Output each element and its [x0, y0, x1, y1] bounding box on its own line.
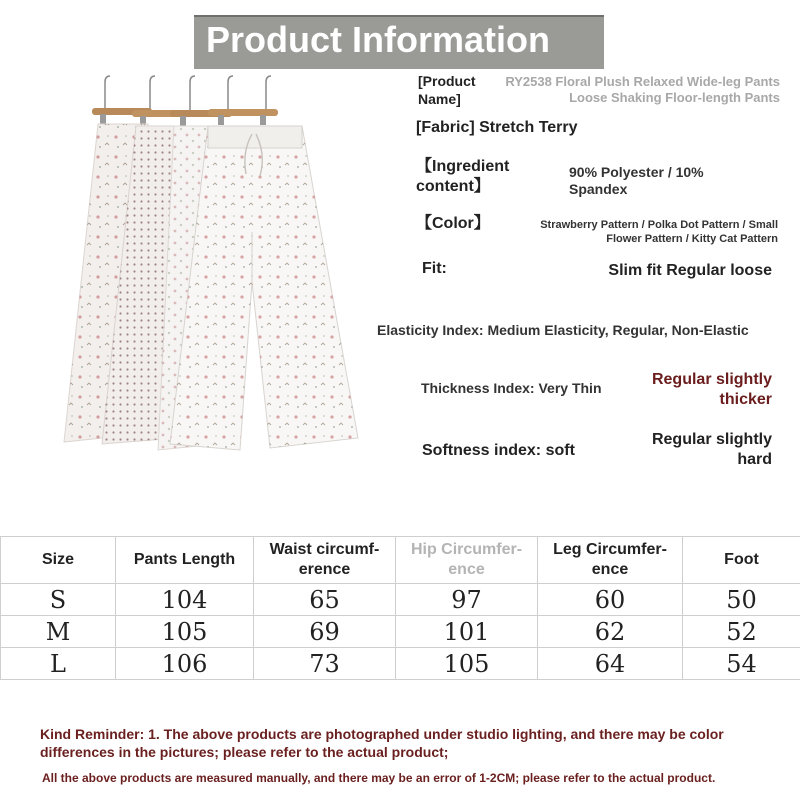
header-pants-length: Pants Length — [116, 537, 254, 584]
cell-size: S — [1, 584, 116, 616]
color-label: 【Color】 — [416, 215, 490, 232]
header-leg: Leg Circumfer-ence — [538, 537, 683, 584]
fit-value: Slim fit Regular loose — [608, 262, 772, 279]
product-name-value: RY2538 Floral Plush Relaxed Wide-leg Pants Loose Shaking Floor-length Pants — [505, 74, 780, 105]
page-title: Product Information — [206, 19, 550, 60]
elasticity-line: Elasticity Index: Medium Elasticity, Regular, Non-Elastic — [377, 322, 749, 338]
size-table — [0, 536, 800, 680]
cell-foot: 52 — [683, 616, 800, 648]
header-size: Size — [1, 537, 116, 584]
cell-size: L — [1, 648, 116, 680]
reminder-lighting: Kind Reminder: 1. The above products are photographed under studio lighting, and there may be color differences in the pictures; please refer to the actual product; — [40, 726, 724, 760]
thickness-value: Regular slightly thicker — [651, 371, 772, 408]
softness-label: Softness index: soft — [422, 442, 575, 459]
thickness-label: Thickness Index: Very Thin — [421, 380, 602, 396]
softness-value: Regular slightly hard — [651, 431, 772, 468]
cell-waist: 65 — [254, 584, 396, 616]
product-name-label: [Product Name] — [418, 73, 476, 107]
color-value: Strawberry Pattern / Polka Dot Pattern / Small Flower Pattern / Kitty Cat Pattern — [540, 219, 778, 245]
fit-label: Fit: — [422, 260, 447, 277]
cell-waist: 69 — [254, 616, 396, 648]
cell-foot: 50 — [683, 584, 800, 616]
cell-foot: 54 — [683, 648, 800, 680]
hanger-hooks — [105, 76, 271, 112]
header-foot: Foot — [683, 537, 800, 584]
cell-leg: 64 — [538, 648, 683, 680]
cell-pants-length: 104 — [116, 584, 254, 616]
cell-leg: 60 — [538, 584, 683, 616]
table-row — [1, 616, 800, 648]
size-table-header-row — [1, 537, 800, 584]
ingredient-label: 【Ingredient content】 — [416, 158, 510, 195]
cell-leg: 62 — [538, 616, 683, 648]
table-row — [1, 584, 800, 616]
cell-size: M — [1, 616, 116, 648]
header-hip: Hip Circumfer-ence — [396, 537, 538, 584]
cell-pants-length: 105 — [116, 616, 254, 648]
ingredient-value: 90% Polyester / 10% Spandex — [569, 164, 704, 197]
cell-waist: 73 — [254, 648, 396, 680]
cell-pants-length: 106 — [116, 648, 254, 680]
fabric-line: [Fabric] Stretch Terry — [416, 119, 578, 136]
table-row — [1, 648, 800, 680]
product-photo — [40, 72, 375, 472]
header-waist: Waist circumf-erence — [254, 537, 396, 584]
reminder-measurement: All the above products are measured manually, and there may be an error of 1-2CM; please refer to the actual product. — [42, 771, 716, 785]
cell-hip: 101 — [396, 616, 538, 648]
cell-hip: 97 — [396, 584, 538, 616]
cell-hip: 105 — [396, 648, 538, 680]
